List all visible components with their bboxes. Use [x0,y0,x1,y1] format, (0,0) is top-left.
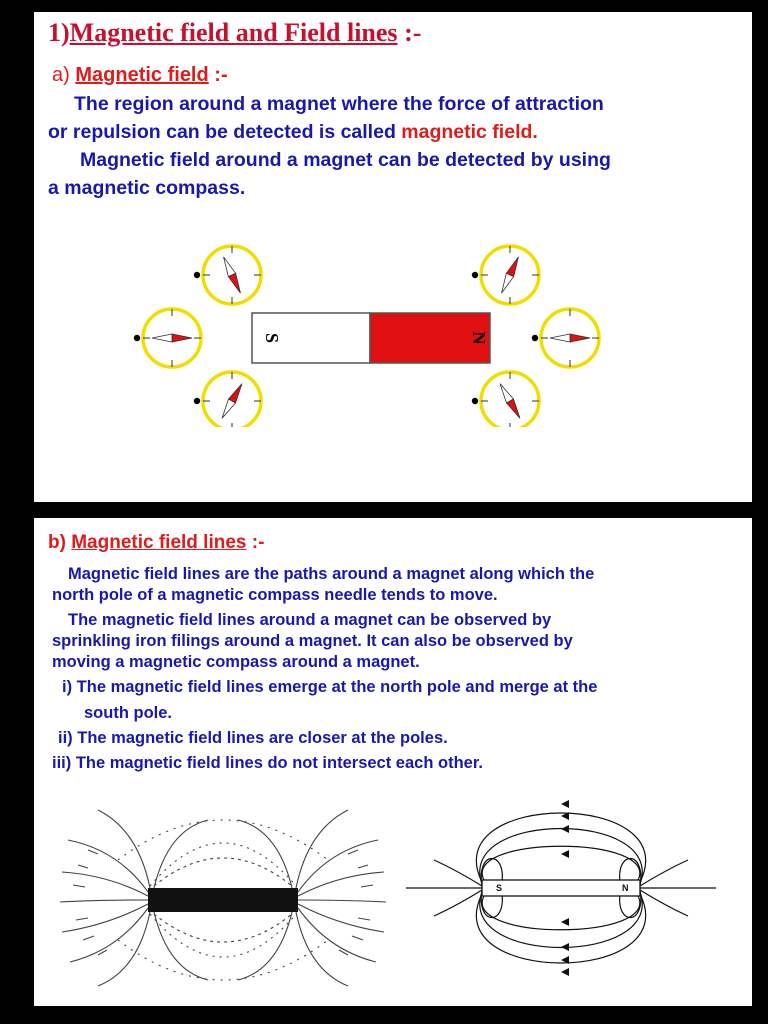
magnetic-field-panel [34,12,752,502]
observation-line-1: The magnetic field lines around a magnet can be observed by [68,611,552,629]
compass-icon [472,372,539,427]
section-title [48,18,421,48]
subsection-a-heading [52,64,228,87]
detection-line-1: Magnetic field around a magnet can be detected by using [80,149,611,171]
magnet-north-label: N [468,331,489,345]
compass-icon [134,309,201,367]
definition-line-1: The region around a magnet where the force of attraction [74,93,604,115]
magnet-south-label: S [261,332,282,344]
definition-paragraph [48,90,748,146]
field-lines-diagram [406,790,724,990]
subsection-b-suffix: :- [251,532,265,553]
compass-icon [194,372,261,427]
section-number: 1) [48,18,70,47]
property-1-line-1: i) The magnetic field lines emerge at the north pole and merge at the [62,678,598,696]
definition-line-2: or repulsion can be detected is called [48,121,402,143]
detection-paragraph [48,146,748,202]
bar-magnet [252,313,490,363]
subsection-b-heading [48,532,264,554]
iron-filings-diagram [58,790,388,990]
subsection-b-prefix: b) [48,532,66,553]
section-title-text: Magnetic field and Field lines [69,18,398,47]
diagram-south-label: S [496,883,503,893]
compass-icon [194,246,261,304]
compass-icon [532,309,599,367]
section-title-suffix: :- [404,18,422,47]
compass-magnet-diagram [34,227,752,427]
field-lines-panel [34,518,752,1006]
observation-line-2: sprinkling iron filings around a magnet. It can also be observed by [52,632,573,650]
subsection-a-title: Magnetic field [75,64,209,86]
property-2: ii) The magnetic field lines are closer at the poles. [58,729,448,747]
field-lines-definition-line-2: north pole of a magnetic compass needle tends to move. [52,586,498,604]
definition-highlight: magnetic field. [401,121,538,143]
bar-magnet-outline [482,880,640,896]
diagram-north-label: N [622,883,629,893]
subsection-a-suffix: :- [214,64,228,86]
subsection-a-prefix: a) [52,64,70,86]
detection-line-2: a magnetic compass. [48,177,246,199]
compass-icon [472,246,539,304]
observation-line-3: moving a magnetic compass around a magnet. [52,653,420,671]
subsection-b-title: Magnetic field lines [71,532,247,553]
property-3: iii) The magnetic field lines do not intersect each other. [52,754,483,772]
bar-magnet-silhouette [148,888,298,912]
field-lines-definition-line-1: Magnetic field lines are the paths around a magnet along which the [68,565,595,583]
property-1-line-2: south pole. [84,704,172,722]
